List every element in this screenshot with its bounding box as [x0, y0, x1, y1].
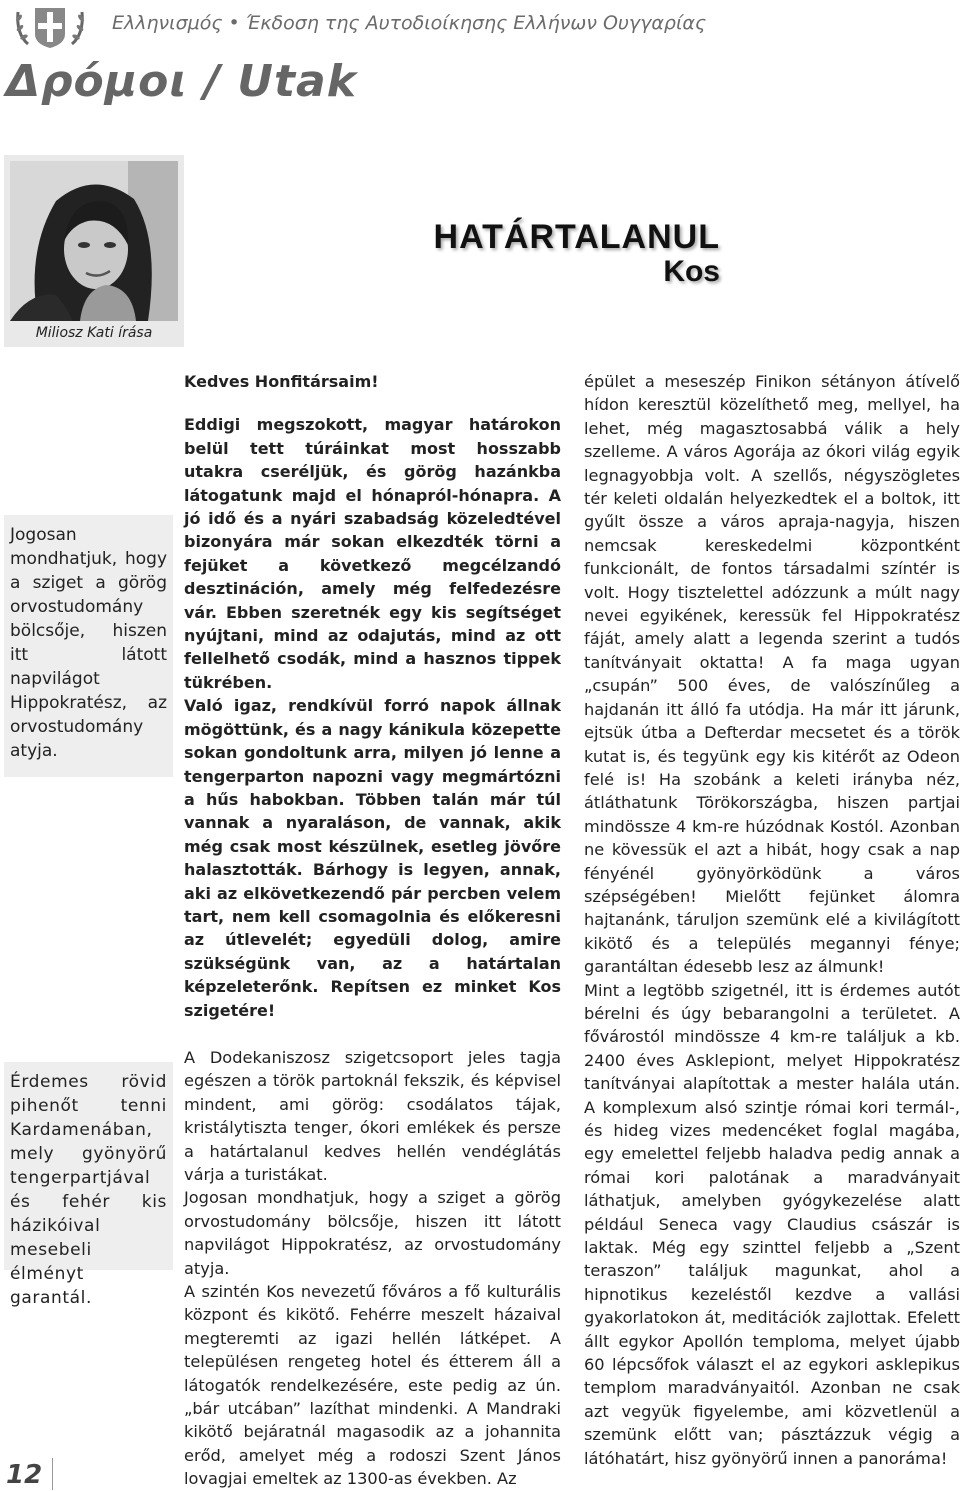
- author-photo: [10, 161, 178, 321]
- headline-title: HATÁRTALANUL: [433, 218, 720, 256]
- author-photo-box: [4, 155, 184, 347]
- body-paragraph: épület a meseszép Finikon sétányon átívelő hídon keresztül közelíthető meg, mellyel, ha lehet, még magasztosabbá válik a hely szelleme. A város Agorája az ókori világ egyik legnagyobbja volt. A szellős, négyszögletes tér keleti oldalán helyezkedtek el a boltok, itt gyűlt össze a város apraja-nagyja, hiszen nemcsak kereskedelmi központként funkcionált, de fontos társadalmi színtér is volt. Hogy tisztelettel adózzunk a múlt nagy nevei egyikének, keressük fel Hippokratész fáját, amely alatt a legenda szerint a tudós tanítványait oktatta! A fa maga ugyan „csupán” 500 éves, de valószínűleg a hajdanán itt álló fa utódja. Ha már itt járunk, ejtsük útba a Defterdar mecsetet és a török kutat is, és tegyünk egy kis kitérőt az Odeon felé is! Ha szobánk a keleti irányba néz, átláthatunk Törökországba, hiszen partjai mindössze 4 km-re húzódnak Kostól. Azonban ne kövessük el azt a hibát, hogy csak a nap fényénél gyönyörködünk a város szépségében! Mielőtt fejünket álomra hajtanánk, táruljon szemünk elé a kivilágított kikötő és a település megannyi fénye; garantáltan édesebb lesz az álmunk!: [584, 372, 960, 977]
- publication-header: Ελληνισμός • Έκδοση της Αυτοδιοίκησης Ελλήνων Ουγγαρίας: [112, 12, 707, 34]
- pull-quote: Érdemes rövid pihenőt tenni Kardamenában, mely gyönyörű tengerpartjával és fehér kis házikóival mesebeli élményt garantál.: [4, 1062, 173, 1270]
- page-number: 12: [6, 1460, 43, 1490]
- body-paragraph: Jogosan mondhatjuk, hogy a sziget a görög orvostudomány bölcsője, hiszen itt látott napvilágot Hippokratész, az orvostudomány atyja.: [184, 1188, 561, 1278]
- photo-caption: Miliosz Kati írása: [35, 325, 153, 341]
- body-paragraph: A Dodekaniszosz szigetcsoport jeles tagja egészen a török partoknál fekszik, és képvisel mindent, ami görög: csodálatos tájak, kristálytiszta tenger, ókori emlékek és persze a határtalanul kedves hellén vendéglátás várja a turistákat.: [184, 1047, 561, 1184]
- pull-quote: Jogosan mondhatjuk, hogy a sziget a görög orvostudomány bölcsője, hiszen itt látott napvilágot Hippokratész, az orvostudomány atyja.: [4, 515, 173, 777]
- body-paragraph: Mint a legtöbb szigetnél, itt is érdemes autót bérelni és úgy bebarangolni a területet. A fővárostól mindössze 4 km-re találjuk a kb. 2400 éves Asklepiont, melyet Hippokratész tanítványai alapítottak a mester halála után. A komplexum alsó szintje római kori termál-, és hideg vizes medencéket foglal magába, egy emelettel feljebb haladva pedig annak a római kori palotának a maradványait láthatjuk, amelyben gyógykezelése alatt például Seneca vagy Claudius császár is laktak. Még egy szinttel feljebb a „Szent teraszon” találjuk magunkat, ahol a hipnotikus kezeléstől kezdve a vallási gyakorlatokon át, meditációk zajlottak. Efelett állt egykor Apollón templomа, melyet újabb 60 lépcsőfok választ el az egykori asklepikus templom maradványaitól. Azonban ne csak azt vegyük figyelembe, ami közvetlenül a szemünk előtt van; pásztázzuk végig a látóhatárt, hisz gyönyörű innen a panoráma!: [584, 980, 960, 1468]
- greek-emblem-icon: [8, 4, 92, 50]
- article-column-middle: [184, 370, 561, 1491]
- page-number-divider: [52, 1458, 53, 1490]
- article-column-right: [584, 370, 960, 1470]
- article-headline: [434, 218, 720, 289]
- body-paragraph: A szintén Kos nevezetű főváros a fő kulturális központ és kikötő. Fehérre meszelt házaival megteremti az igazi hellén látképet. A településen rengeteg hotel és étterem áll a látogatók rendelkezésére, este pedig az ún. „bár utcában” lazíthat mindenki. A Mandraki kikötő bejáratnál magasodik az a johannita erőd, amelyet még a rodoszi Szent János lovagjai emeltek az 1300-as években. Az: [184, 1282, 561, 1489]
- headline-subtitle: Kos: [663, 255, 720, 288]
- intro-paragraph: Való igaz, rendkívül forró napok állnak mögöttünk, és a nagy kánikula közepette sokan gondoltunk arra, milyen jó lenne a tengerparton napozni vagy megmártózni a hűs habokban. Többen talán már túl vannak a nyaraláson, de vannak, akik még csak most készülnek, esetleg jövőre halasztották. Bárhogy is legyen, annak, aki az elkövetkezendő pár percben velem tart, nem kell csomagolnia és előkeresni az útlevelét; egyedüli dolog, amire szükségünk van, az a határtalan képzeleterőnk. Repítsen ez minket Kos szigetére!: [184, 696, 561, 1020]
- article-greeting: Kedves Honfitársaim!: [184, 372, 379, 391]
- intro-paragraph: Eddigi megszokott, magyar határokon belül tett túráinkat most hosszabb utakra cseréljük, és görög hazánkba látogatunk majd el hónapról-hónapra. A jó idő és a nyári szabadság közeledtével bizonyára már sokan elkezdték törni a fejüket a következő megcélzandó desztináción, amely még felfedezésre vár. Ebben szeretnék egy kis segítséget nyújtani, mind az odajutás, mind az ott fellelhető csodák, mind a hasznos tippek tükrében.: [184, 415, 561, 692]
- section-title: Δρόμοι / Utak: [6, 56, 357, 107]
